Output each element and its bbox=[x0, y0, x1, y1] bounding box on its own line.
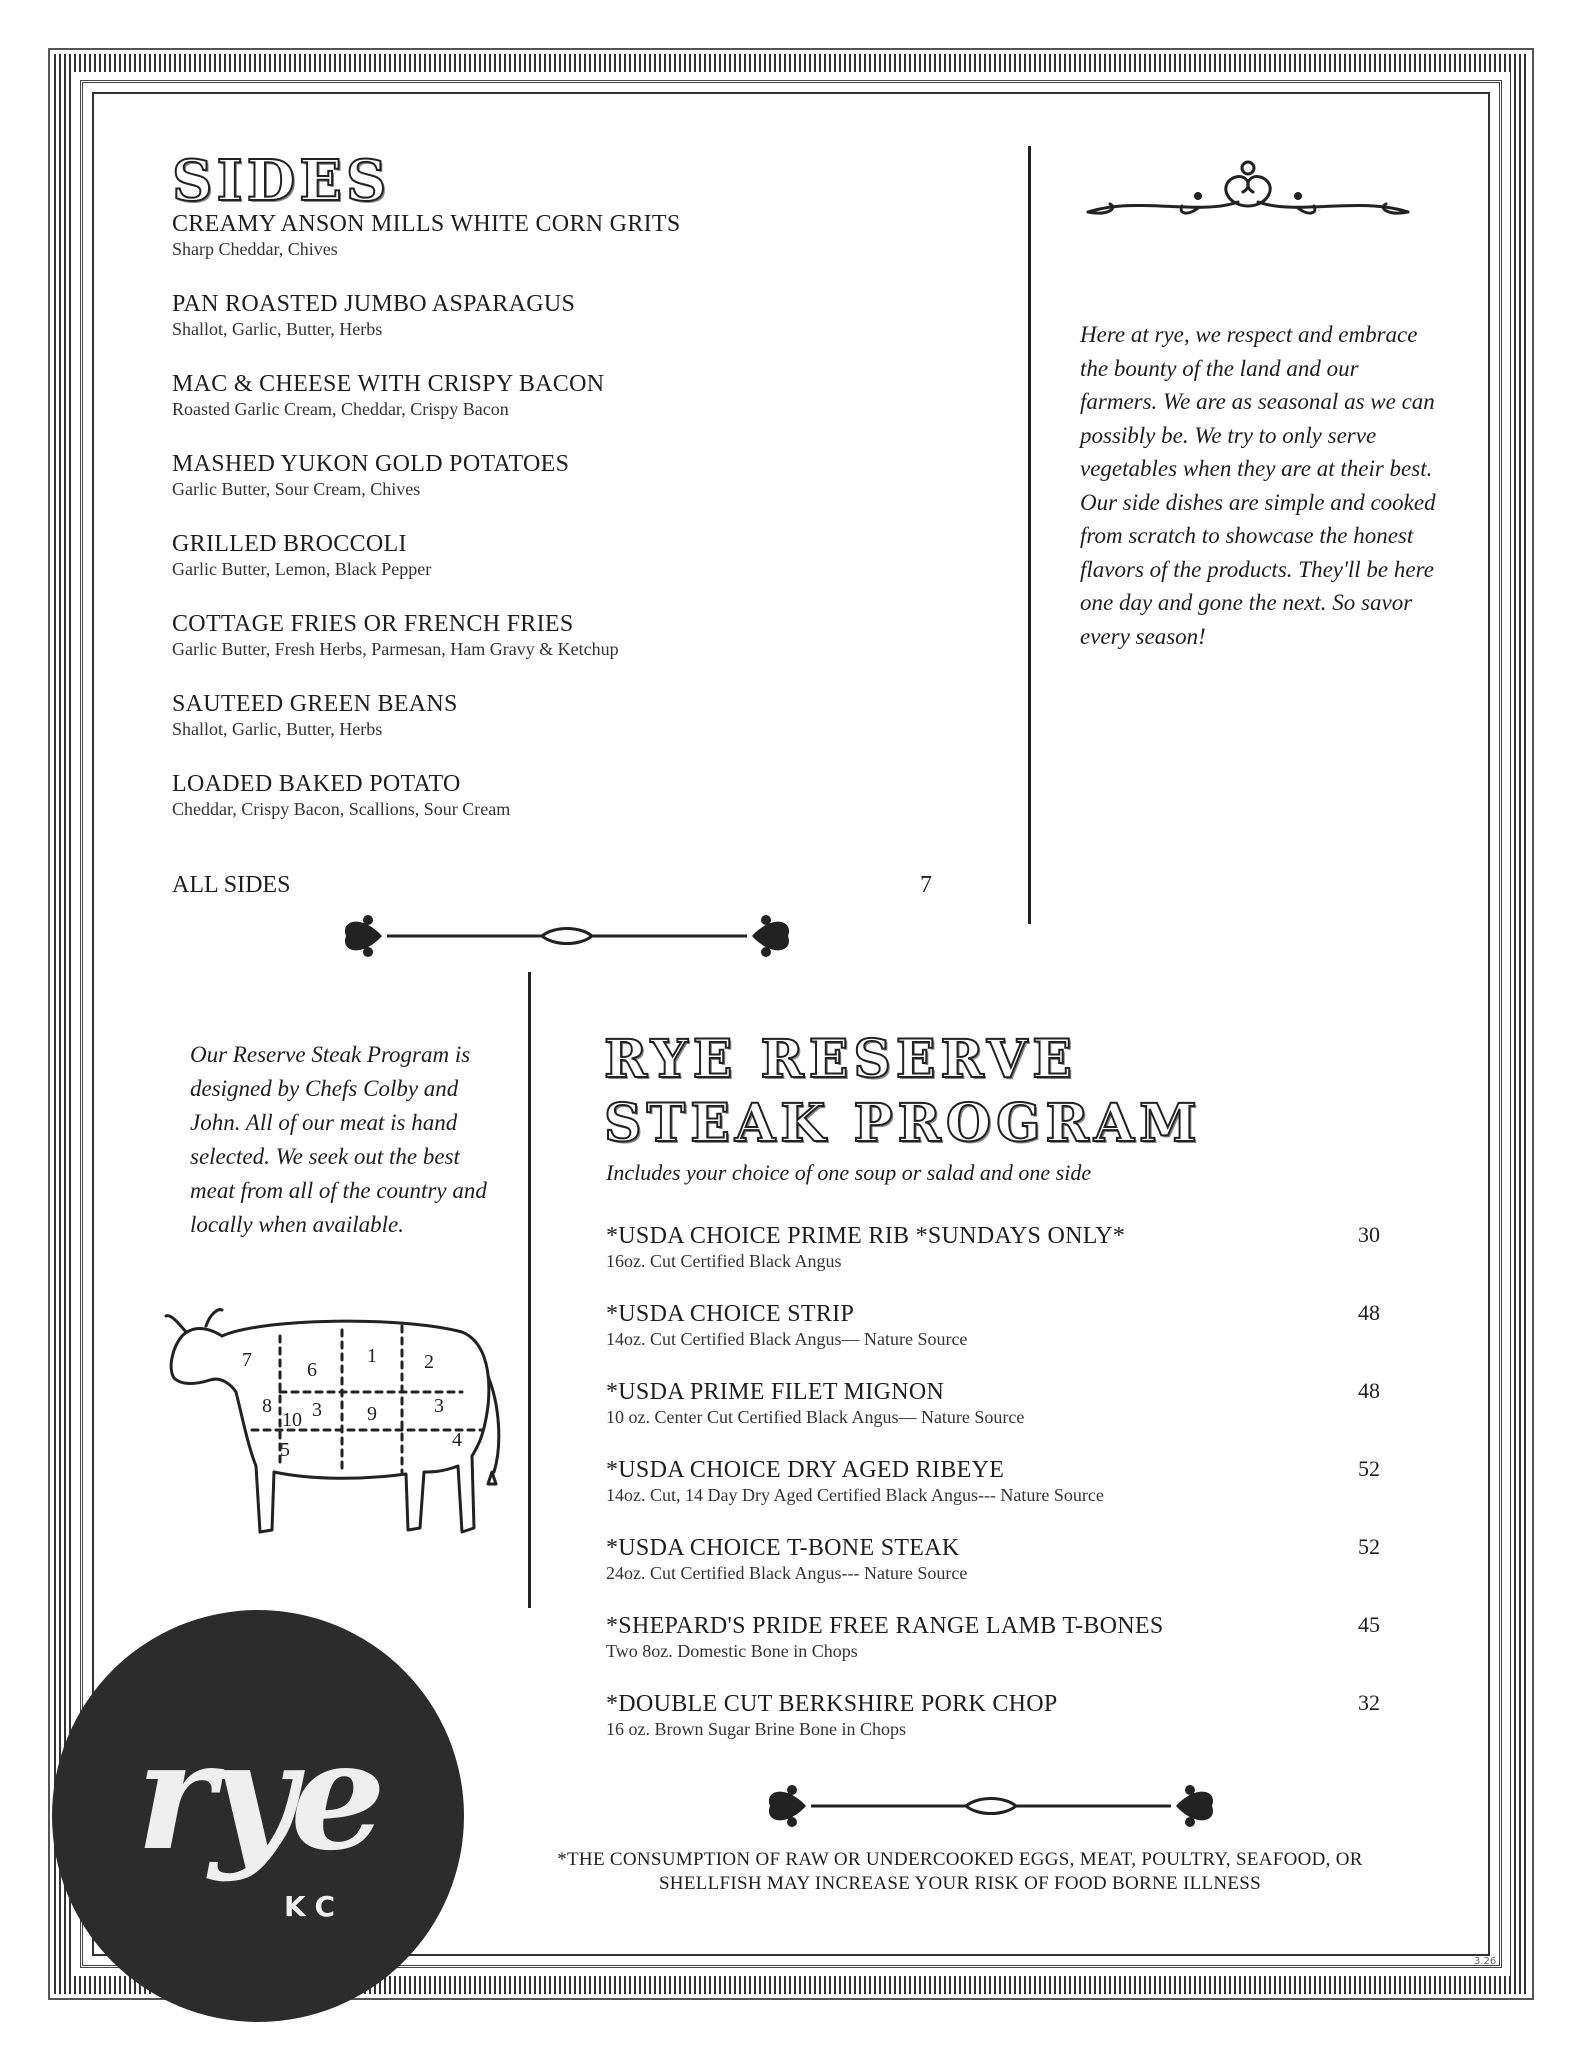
all-sides-label: ALL SIDES bbox=[172, 872, 291, 898]
list-item bbox=[172, 450, 932, 500]
list-item bbox=[172, 290, 932, 340]
item-name: GRILLED BROCCOLI bbox=[172, 531, 407, 557]
list-item bbox=[172, 610, 932, 660]
all-sides-price: 7 bbox=[920, 872, 932, 898]
item-description: 16 oz. Brown Sugar Brine Bone in Chops bbox=[606, 1719, 906, 1739]
food-safety-disclaimer bbox=[500, 1848, 1420, 1896]
item-name: MAC & CHEESE WITH CRISPY BACON bbox=[172, 371, 605, 397]
cow-cut-number: 7 bbox=[242, 1349, 252, 1371]
flourish-ornament-icon bbox=[1078, 156, 1418, 236]
item-description: Two 8oz. Domestic Bone in Chops bbox=[606, 1641, 858, 1661]
item-name: *SHEPARD'S PRIDE FREE RANGE LAMB T-BONES bbox=[606, 1613, 1164, 1639]
item-description: 14oz. Cut Certified Black Angus— Nature Source bbox=[606, 1329, 968, 1349]
item-description: Garlic Butter, Sour Cream, Chives bbox=[172, 479, 421, 499]
item-description: Sharp Cheddar, Chives bbox=[172, 239, 338, 259]
list-item bbox=[606, 1300, 1380, 1350]
divider-ornament-icon bbox=[332, 906, 802, 966]
cow-cut-number: 3 bbox=[434, 1395, 444, 1417]
list-item bbox=[172, 530, 932, 580]
item-name: *USDA CHOICE PRIME RIB *SUNDAYS ONLY* bbox=[606, 1223, 1126, 1249]
item-description: Cheddar, Crispy Bacon, Scallions, Sour Cream bbox=[172, 799, 511, 819]
all-sides-row bbox=[172, 872, 932, 899]
item-name: LOADED BAKED POTATO bbox=[172, 771, 461, 797]
steak-program-note: Our Reserve Steak Program is designed by Chefs Colby and John. All of our meat is hand selected. We seek out the best meat from all of the country and locally when available. bbox=[190, 1042, 487, 1237]
cow-cut-number: 9 bbox=[367, 1403, 377, 1425]
rye-kc-logo bbox=[52, 1610, 464, 2022]
logo-script-text: rye bbox=[136, 1708, 380, 1884]
item-name: *USDA CHOICE STRIP bbox=[606, 1301, 855, 1327]
item-description: 14oz. Cut, 14 Day Dry Aged Certified Black Angus--- Nature Source bbox=[606, 1485, 1104, 1505]
steak-list bbox=[606, 1222, 1380, 1768]
item-name: SAUTEED GREEN BEANS bbox=[172, 691, 458, 717]
item-price: 48 bbox=[1358, 1378, 1380, 1403]
item-name: COTTAGE FRIES OR FRENCH FRIES bbox=[172, 611, 574, 637]
cow-cut-number: 4 bbox=[452, 1429, 462, 1451]
item-name: *USDA PRIME FILET MIGNON bbox=[606, 1379, 945, 1405]
column-divider-top bbox=[1028, 146, 1031, 924]
page-code: 3.26 bbox=[1474, 1956, 1497, 1967]
list-item bbox=[606, 1534, 1380, 1584]
item-name: *USDA CHOICE T-BONE STEAK bbox=[606, 1535, 960, 1561]
list-item bbox=[606, 1378, 1380, 1428]
cow-butcher-diagram-icon bbox=[162, 1296, 512, 1556]
steak-heading-line2: STEAK PROGRAM bbox=[604, 1093, 1202, 1154]
item-description: 10 oz. Center Cut Certified Black Angus— Nature Source bbox=[606, 1407, 1025, 1427]
cow-cut-number: 6 bbox=[307, 1359, 317, 1381]
list-item bbox=[172, 210, 932, 260]
list-item bbox=[172, 770, 932, 820]
item-name: MASHED YUKON GOLD POTATOES bbox=[172, 451, 570, 477]
cow-cut-number: 5 bbox=[280, 1439, 290, 1461]
item-price: 30 bbox=[1358, 1222, 1380, 1247]
item-description: Garlic Butter, Fresh Herbs, Parmesan, Ham Gravy & Ketchup bbox=[172, 639, 619, 659]
item-price: 48 bbox=[1358, 1300, 1380, 1325]
item-price: 45 bbox=[1358, 1612, 1380, 1637]
sides-list bbox=[172, 210, 932, 850]
divider-ornament-icon bbox=[756, 1776, 1226, 1836]
item-description: Shallot, Garlic, Butter, Herbs bbox=[172, 319, 383, 339]
list-item bbox=[606, 1222, 1380, 1272]
logo-kc-text: KC bbox=[284, 1890, 345, 1923]
item-description: Garlic Butter, Lemon, Black Pepper bbox=[172, 559, 432, 579]
steak-heading-line1: RYE RESERVE bbox=[604, 1029, 1077, 1090]
list-item bbox=[172, 690, 932, 740]
item-description: 24oz. Cut Certified Black Angus--- Nature Source bbox=[606, 1563, 968, 1583]
cow-cut-number: 2 bbox=[424, 1351, 434, 1373]
list-item bbox=[606, 1612, 1380, 1662]
cow-cut-number: 3 bbox=[312, 1399, 322, 1421]
list-item bbox=[606, 1690, 1380, 1740]
steak-includes-note: Includes your choice of one soup or salad and one side bbox=[606, 1160, 1092, 1185]
disclaimer-line1: *THE CONSUMPTION OF RAW OR UNDERCOOKED EGGS, MEAT, POULTRY, SEAFOOD, OR bbox=[557, 1849, 1363, 1870]
column-divider-bottom bbox=[528, 972, 531, 1608]
cow-cut-number: 10 bbox=[282, 1409, 302, 1431]
item-price: 52 bbox=[1358, 1534, 1380, 1559]
item-price: 32 bbox=[1358, 1690, 1380, 1715]
item-description: Roasted Garlic Cream, Cheddar, Crispy Bacon bbox=[172, 399, 509, 419]
item-name: CREAMY ANSON MILLS WHITE CORN GRITS bbox=[172, 211, 681, 237]
list-item bbox=[606, 1456, 1380, 1506]
item-description: 16oz. Cut Certified Black Angus bbox=[606, 1251, 842, 1271]
cow-cut-number: 8 bbox=[262, 1395, 272, 1417]
item-description: Shallot, Garlic, Butter, Herbs bbox=[172, 719, 383, 739]
item-price: 52 bbox=[1358, 1456, 1380, 1481]
item-name: PAN ROASTED JUMBO ASPARAGUS bbox=[172, 291, 576, 317]
list-item bbox=[172, 370, 932, 420]
sides-philosophy-note: Here at rye, we respect and embrace the bounty of the land and our farmers. We are as seasonal as we can possibly be. We try to only serve vegetables when they are at their best. Our side dishes are simple and cooked from scratch to showcase the honest flavors of the products. They'll be here one day and gone the next. So savor every season! bbox=[1080, 322, 1436, 649]
item-name: *USDA CHOICE DRY AGED RIBEYE bbox=[606, 1457, 1005, 1483]
steak-program-heading bbox=[604, 1028, 1202, 1156]
sides-heading: SIDES bbox=[172, 148, 391, 214]
item-name: *DOUBLE CUT BERKSHIRE PORK CHOP bbox=[606, 1691, 1058, 1717]
cow-cut-number: 1 bbox=[367, 1345, 377, 1367]
disclaimer-line2: SHELLFISH MAY INCREASE YOUR RISK OF FOOD BORNE ILLNESS bbox=[658, 1873, 1262, 1894]
